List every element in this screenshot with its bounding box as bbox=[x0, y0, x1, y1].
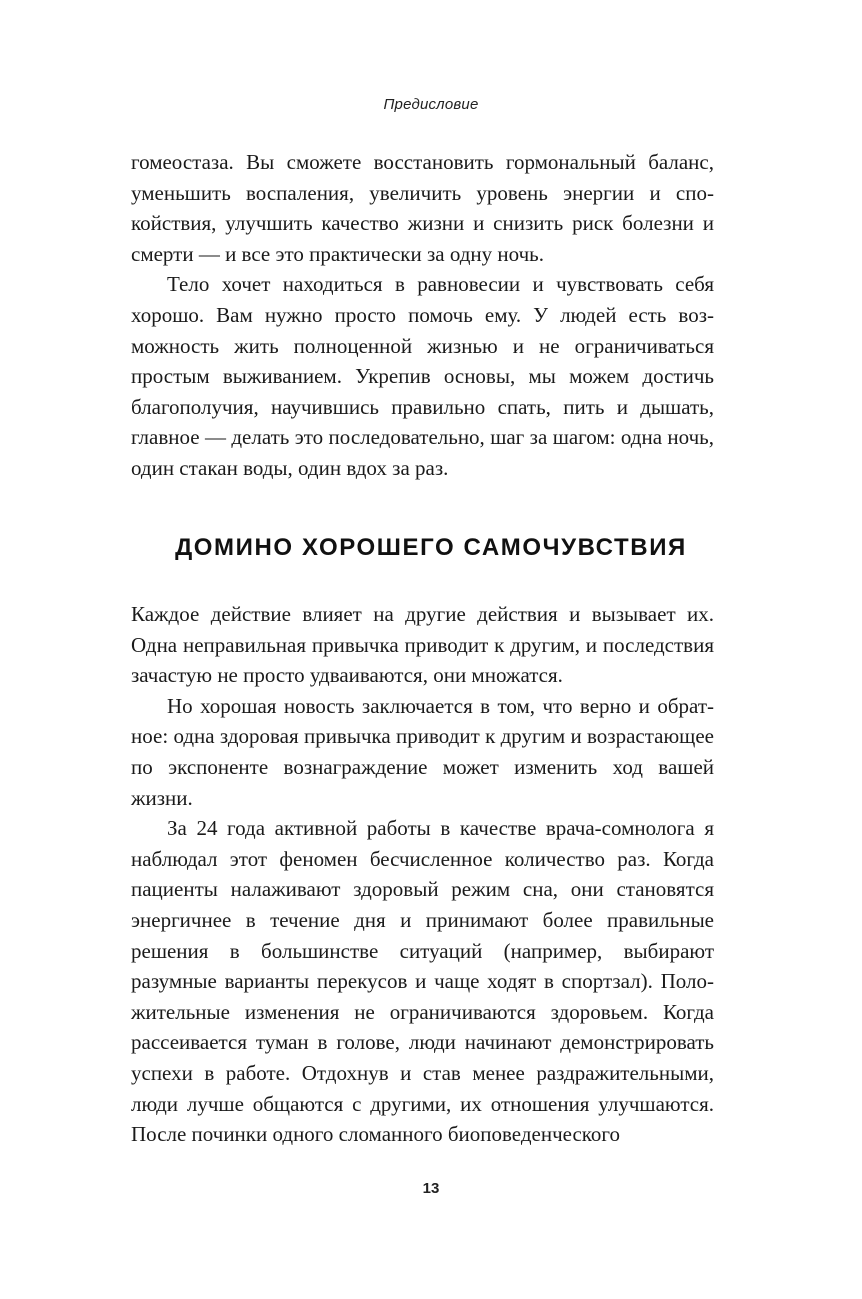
section-text bbox=[131, 599, 714, 1150]
page-number: 13 bbox=[422, 1180, 440, 1197]
section-heading: ДОМИНО ХОРОШЕГО САМОЧУВСТВИЯ bbox=[175, 534, 687, 561]
paragraph: Каждое действие влияет на другие действия и вызывает их. Одна неправильная привычка приводит к другим, и последствия зачастую не просто удваиваются, они множатся. bbox=[131, 602, 714, 688]
paragraph: Тело хочет находиться в равновесии и чувствовать себя хорошо. Вам нужно просто помочь ему. У людей есть возможность жить полноценной жизнью и не ограничиваться простым выживанием. Укрепив основы, мы можем достичь благополучия, научившись правильно спать, пить и дышать, главное — делать это последовательно, шаг за шагом: одна ночь, один стакан воды, один вдох за раз. bbox=[131, 272, 714, 480]
intro-text bbox=[131, 147, 714, 484]
paragraph: За 24 года активной работы в качестве врача-сомнолога я наблюдал этот феномен бесчисленное количество раз. Когда пациенты налаживают здоровый режим сна, они становятся энергичнее в течение дня и принимают более правильные решения в большинстве ситуаций (например, выбирают разумные варианты перекусов и чаще ходят в спортзал). Положительные изменения не ограничиваются здоровьем. Когда рассеивается туман в голове, люди начинают демонстрировать успехи в работе. Отдохнув и став менее раздражительными, люди лучше общаются с другими, их отношения улучшаются. После починки одного сломанного биоповеденческого bbox=[131, 816, 714, 1147]
running-header: Предисловие bbox=[383, 96, 479, 113]
paragraph: Но хорошая новость заключается в том, что верно и обратное: одна здоровая привычка приводит к другим и возрастающее по экспоненте вознаграждение может изменить ход вашей жизни. bbox=[131, 693, 714, 810]
paragraph: гомеостаза. Вы сможете восстановить гормональный баланс, уменьшить воспаления, увеличить уровень энергии и спокойствия, улучшить качество жизни и снизить риск болезни и смерти — и все это практически за одну ночь. bbox=[131, 150, 714, 266]
